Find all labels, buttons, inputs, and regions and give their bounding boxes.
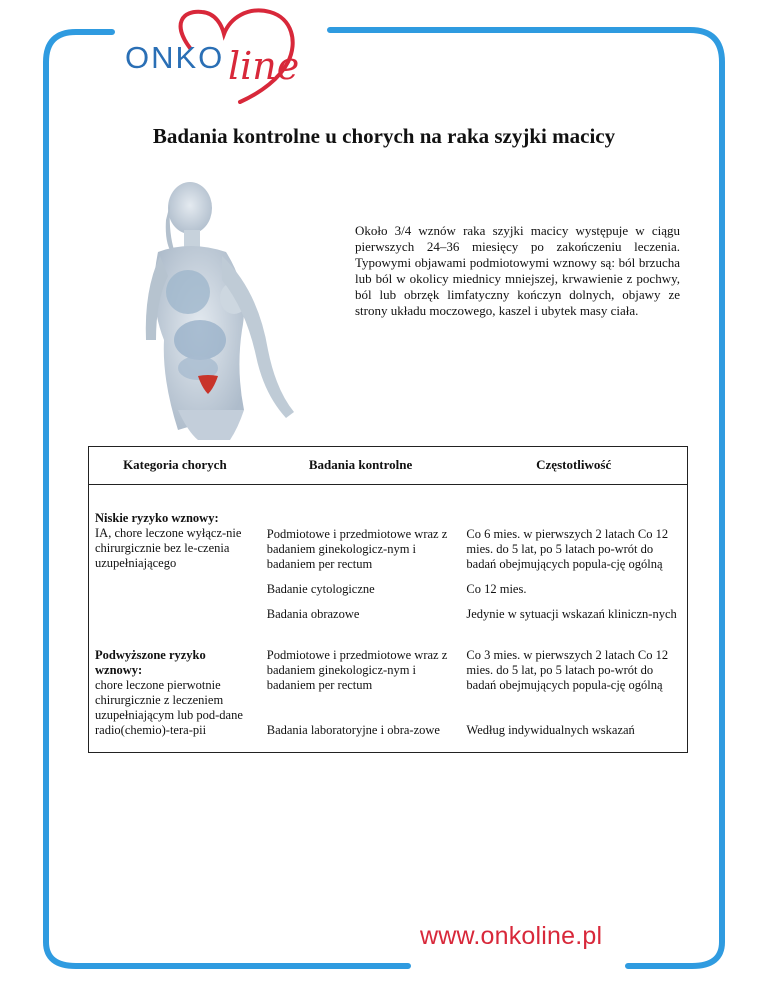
header-frequency: Częstotliwość <box>460 447 687 485</box>
frequency-cell: Jedynie w sytuacji wskazań kliniczn-nych <box>466 607 677 621</box>
category-title: Podwyższone ryzyko wznowy: <box>95 648 206 677</box>
category-desc: chore leczone pierwotnie chirurgicznie z leczeniem uzupełniającym lub pod-dane radio(chemio)-tera-pii <box>95 678 243 737</box>
category-cell-elevated-risk <box>89 622 261 753</box>
category-cell-low-risk <box>89 485 261 623</box>
test-cell: Podmiotowe i przedmiotowe wraz z badaniem ginekologicz-nym i badaniem per rectum <box>266 527 448 571</box>
frequency-cell: Co 12 mies. <box>466 582 527 596</box>
header-tests: Badania kontrolne <box>261 447 461 485</box>
test-cell: Badania obrazowe <box>266 607 360 621</box>
frequency-cell: Co 6 mies. w pierwszych 2 latach Co 12 mies. do 5 lat, po 5 latach po-wrót do badań obejmujących popula-cję ogólną <box>466 527 669 571</box>
test-cell: Badania laboratoryjne i obra-zowe <box>266 723 440 738</box>
category-title: Niskie ryzyko wznowy: <box>95 511 219 525</box>
table-header-row <box>89 447 688 485</box>
frequency-cell: Co 3 mies. w pierwszych 2 latach Co 12 mies. do 5 lat, po 5 latach po-wrót do badań obejmujących popula-cję ogólną <box>466 648 669 692</box>
control-tests-table <box>88 446 688 753</box>
footer-website-link[interactable]: www.onkoline.pl <box>420 922 603 950</box>
frequency-cell: Według indywidualnych wskazań <box>466 723 635 738</box>
logo-brand-onko: ONKO <box>125 40 225 75</box>
header-category: Kategoria chorych <box>89 447 261 485</box>
test-cell: Podmiotowe i przedmiotowe wraz z badaniem ginekologicz-nym i badaniem per rectum <box>266 648 448 692</box>
table-row <box>89 622 688 707</box>
page-title: Badania kontrolne u chorych na raka szyjki macicy <box>152 124 616 148</box>
logo-brand-line: line <box>228 44 300 88</box>
test-cell: Badanie cytologiczne <box>266 582 375 596</box>
table-row <box>89 485 688 573</box>
anatomy-figure-image <box>118 180 348 440</box>
intro-paragraph: Około 3/4 wznów raka szyjki macicy występuje w ciągu pierwszych 24–36 miesięcy po zakończeniu leczenia. Typowymi objawami podmiotowymi wznowy są: ból brzucha lub ból w okolicy miednicy mniejszej, krwawienie z pochwy, ból lub obrzęk limfatyczny kończyn dolnych, objawy ze strony układu moczowego, kaszel i ubytek masy ciała. <box>355 223 680 318</box>
category-desc: IA, chore leczone wyłącz-nie chirurgicznie bez le-czenia uzupełniającego <box>95 526 242 570</box>
